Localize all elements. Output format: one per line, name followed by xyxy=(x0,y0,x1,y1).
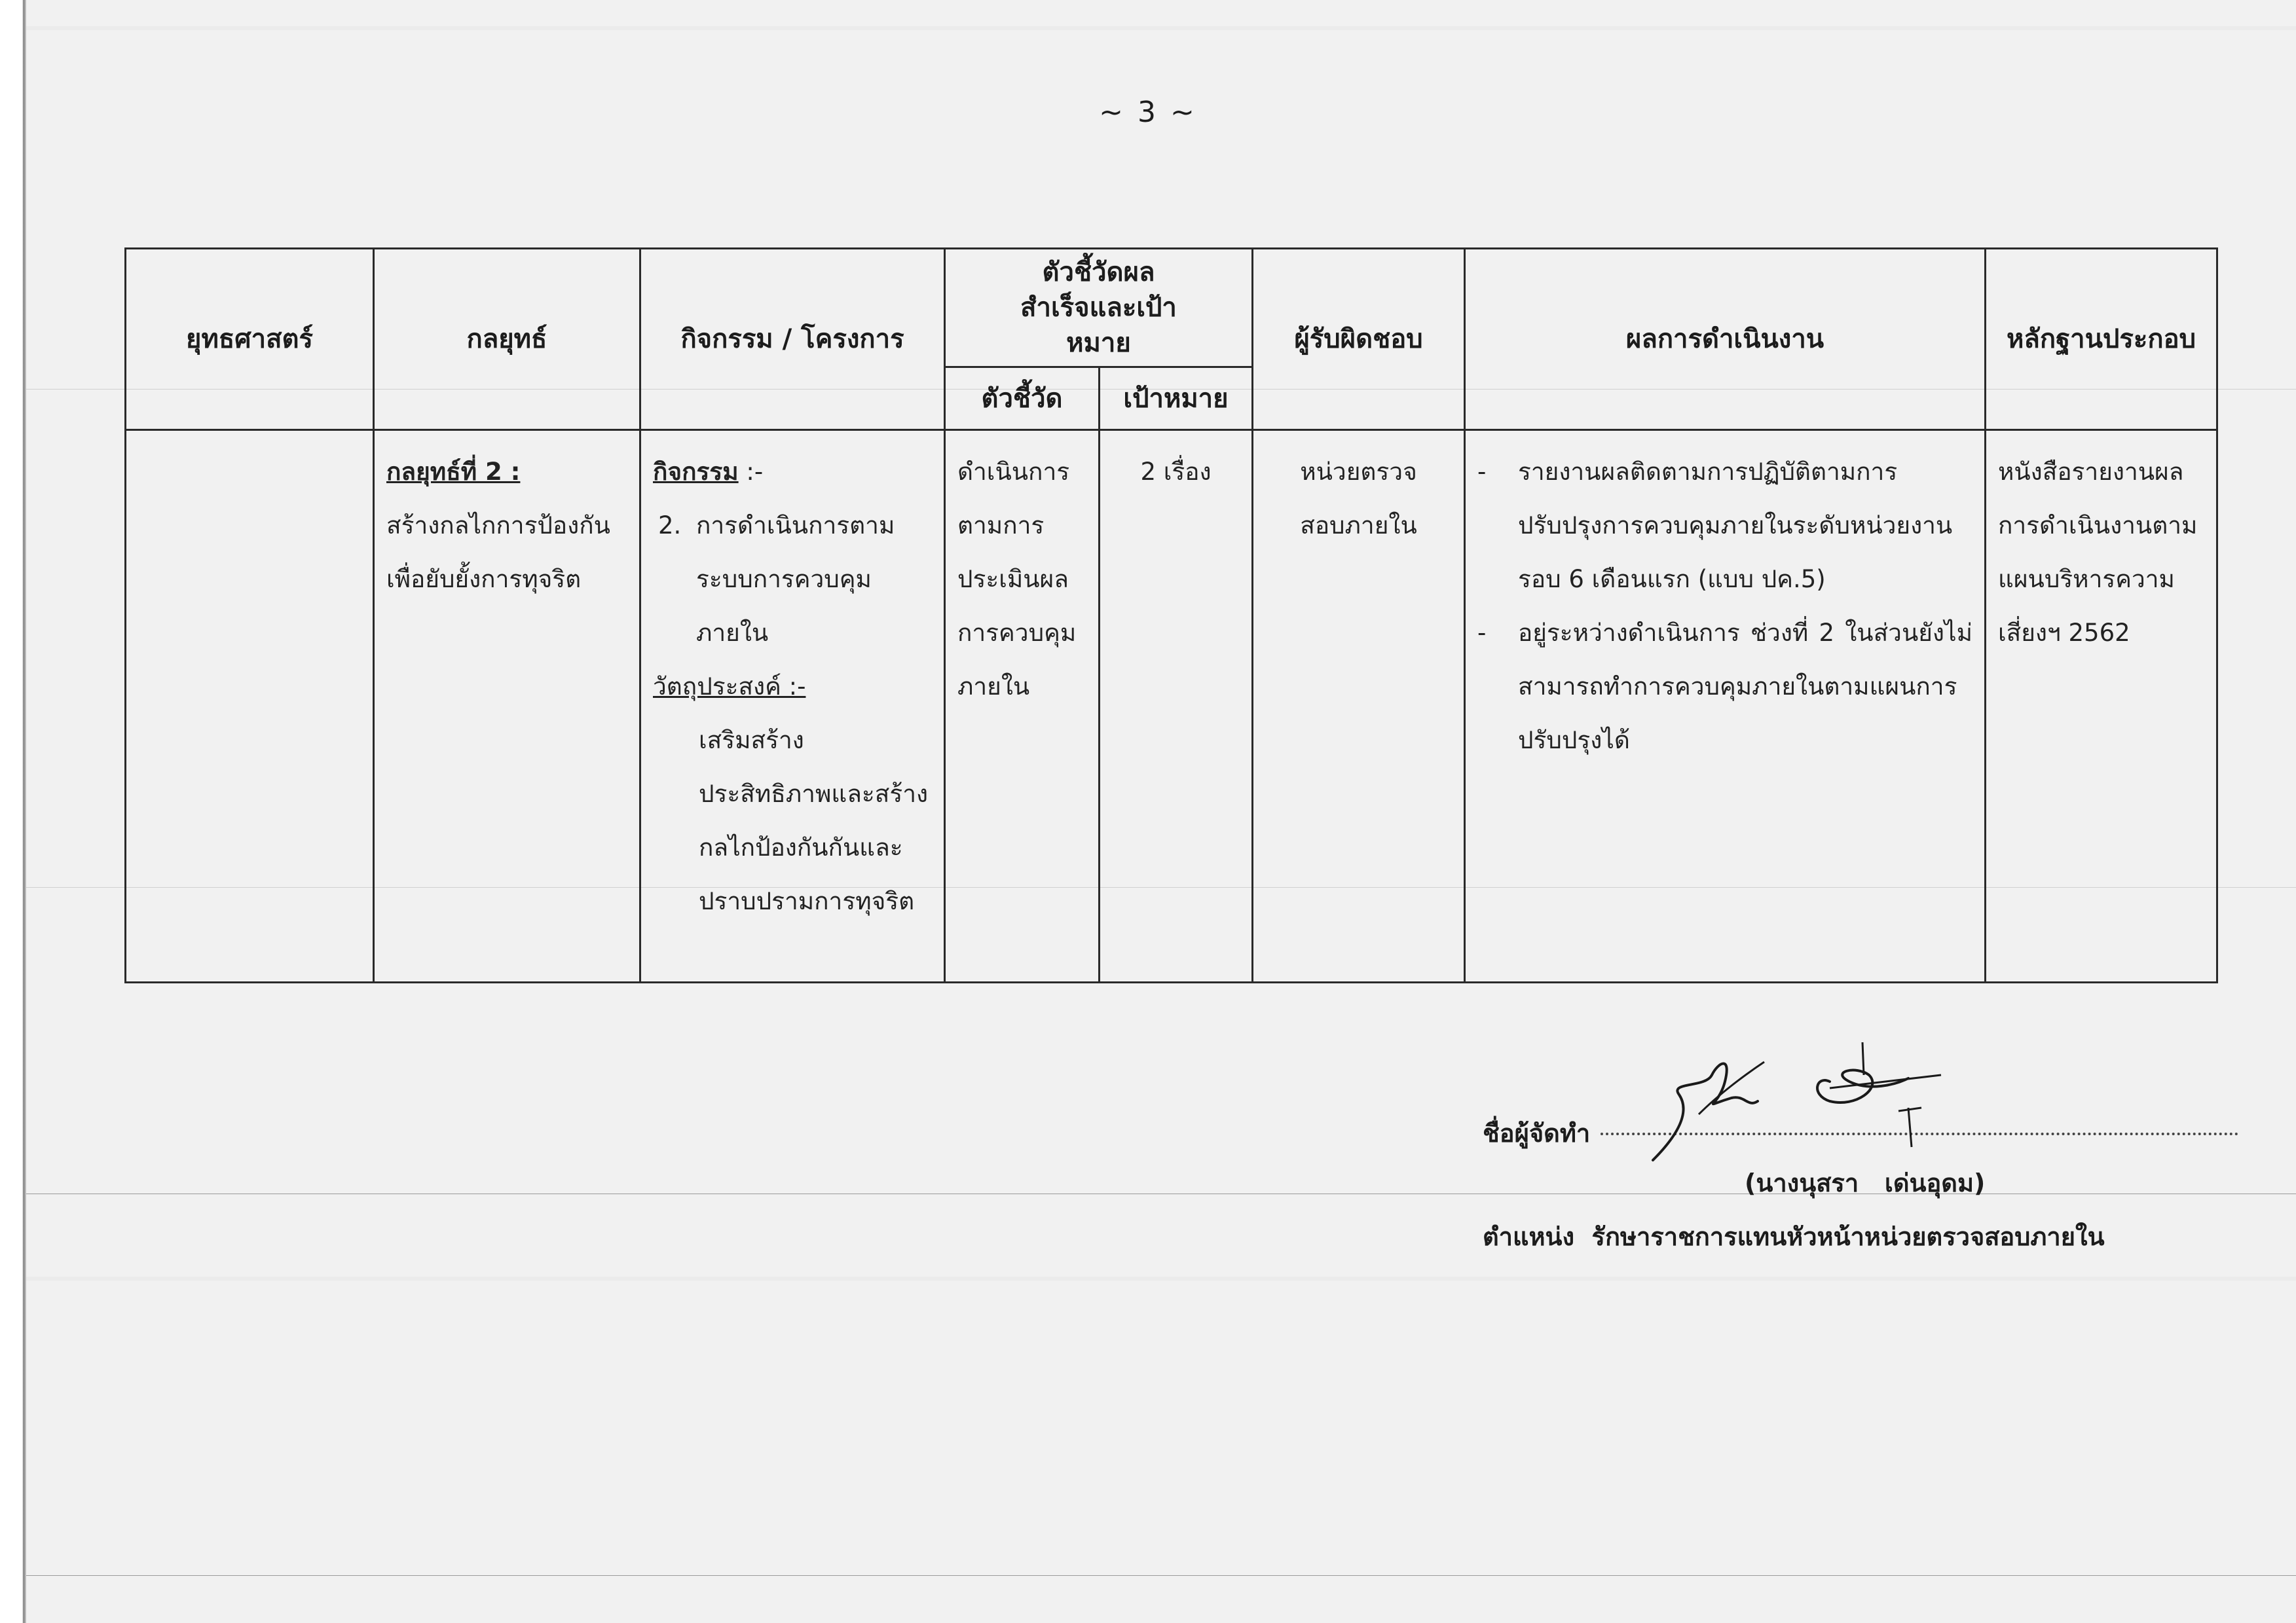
cell-strategy xyxy=(126,430,374,983)
scan-band xyxy=(26,1575,2296,1576)
result-item xyxy=(1477,445,1972,606)
result-dash: - xyxy=(1477,619,1487,647)
result-text: อยู่ระหว่างดำเนินการ ช่วงที่ 2 ในส่วนยังไม่สามารถทำการควบคุมภายในตามแผนการปรับปรุงได้ xyxy=(1518,619,1972,754)
cell-tactic xyxy=(374,430,640,983)
scan-left-edge xyxy=(0,0,26,1623)
objective-title: วัตถุประสงค์ :- xyxy=(653,672,806,701)
header-result: ผลการดำเนินงาน xyxy=(1465,249,1986,430)
cell-evidence: หนังสือรายงานผลการดำเนินงานตามแผนบริหารความเสี่ยงฯ 2562 xyxy=(1986,430,2217,983)
page-number: ~ 3 ~ xyxy=(1099,96,1197,129)
handwritten-signature xyxy=(1633,1036,1974,1167)
header-evidence: หลักฐานประกอบ xyxy=(1986,249,2217,430)
cell-target: 2 เรื่อง xyxy=(1100,430,1253,983)
signature-position: ตำแหน่ง รักษาราชการแทนหัวหน้าหน่วยตรวจสอบภายใน xyxy=(1483,1222,2105,1251)
cell-indicator: ดำเนินการตามการประเมินผลการควบคุมภายใน xyxy=(945,430,1100,983)
activity-heading xyxy=(653,445,932,499)
header-tactic: กลยุทธ์ xyxy=(374,249,640,430)
cell-activity xyxy=(640,430,945,983)
header-strategy: ยุทธศาสตร์ xyxy=(126,249,374,430)
cell-responsible xyxy=(1253,430,1465,983)
header-indicator: ตัวชี้วัด xyxy=(945,367,1100,430)
header-target: เป้าหมาย xyxy=(1100,367,1253,430)
signature-label: ชื่อผู้จัดทำ xyxy=(1483,1119,1591,1148)
header-activity: กิจกรรม / โครงการ xyxy=(640,249,945,430)
scan-band xyxy=(26,26,2296,30)
scan-band xyxy=(26,1277,2296,1281)
table-row xyxy=(126,430,2217,983)
responsible-text: หน่วยตรวจสอบภายใน xyxy=(1300,458,1417,539)
cell-result xyxy=(1465,430,1986,983)
plan-table xyxy=(124,247,2218,983)
result-item xyxy=(1477,606,1972,767)
signature-name: (นางนุสรา เด่นอุดม) xyxy=(1745,1169,1986,1197)
tactic-title: กลยุทธ์ที่ 2 : xyxy=(386,458,521,486)
tactic-text: สร้างกลไกการป้องกันเพื่อยับยั้งการทุจริต xyxy=(386,511,610,593)
activity-item-number: 2. xyxy=(658,511,682,539)
result-text: รายงานผลติดตามการปฏิบัติตามการปรับปรุงการควบคุมภายในระดับหน่วยงาน รอบ 6 เดือนแรก (แบบ ปค.5) xyxy=(1518,458,1953,593)
result-dash: - xyxy=(1477,458,1487,486)
header-indicator-group xyxy=(945,249,1253,367)
header-responsible: ผู้รับผิดชอบ xyxy=(1253,249,1465,430)
activity-item xyxy=(653,499,932,660)
objective-text: เสริมสร้างประสิทธิภาพและสร้างกลไกป้องกันกันและปราบปรามการทุจริต xyxy=(699,726,929,915)
activity-item-text: การดำเนินการตามระบบการควบคุมภายใน xyxy=(696,511,895,647)
header-indicator-group-text: ตัวชี้วัดผลสำเร็จและเป้าหมาย xyxy=(1020,257,1177,358)
activity-title-suffix: :- xyxy=(738,458,764,486)
activity-title: กิจกรรม xyxy=(653,458,739,486)
